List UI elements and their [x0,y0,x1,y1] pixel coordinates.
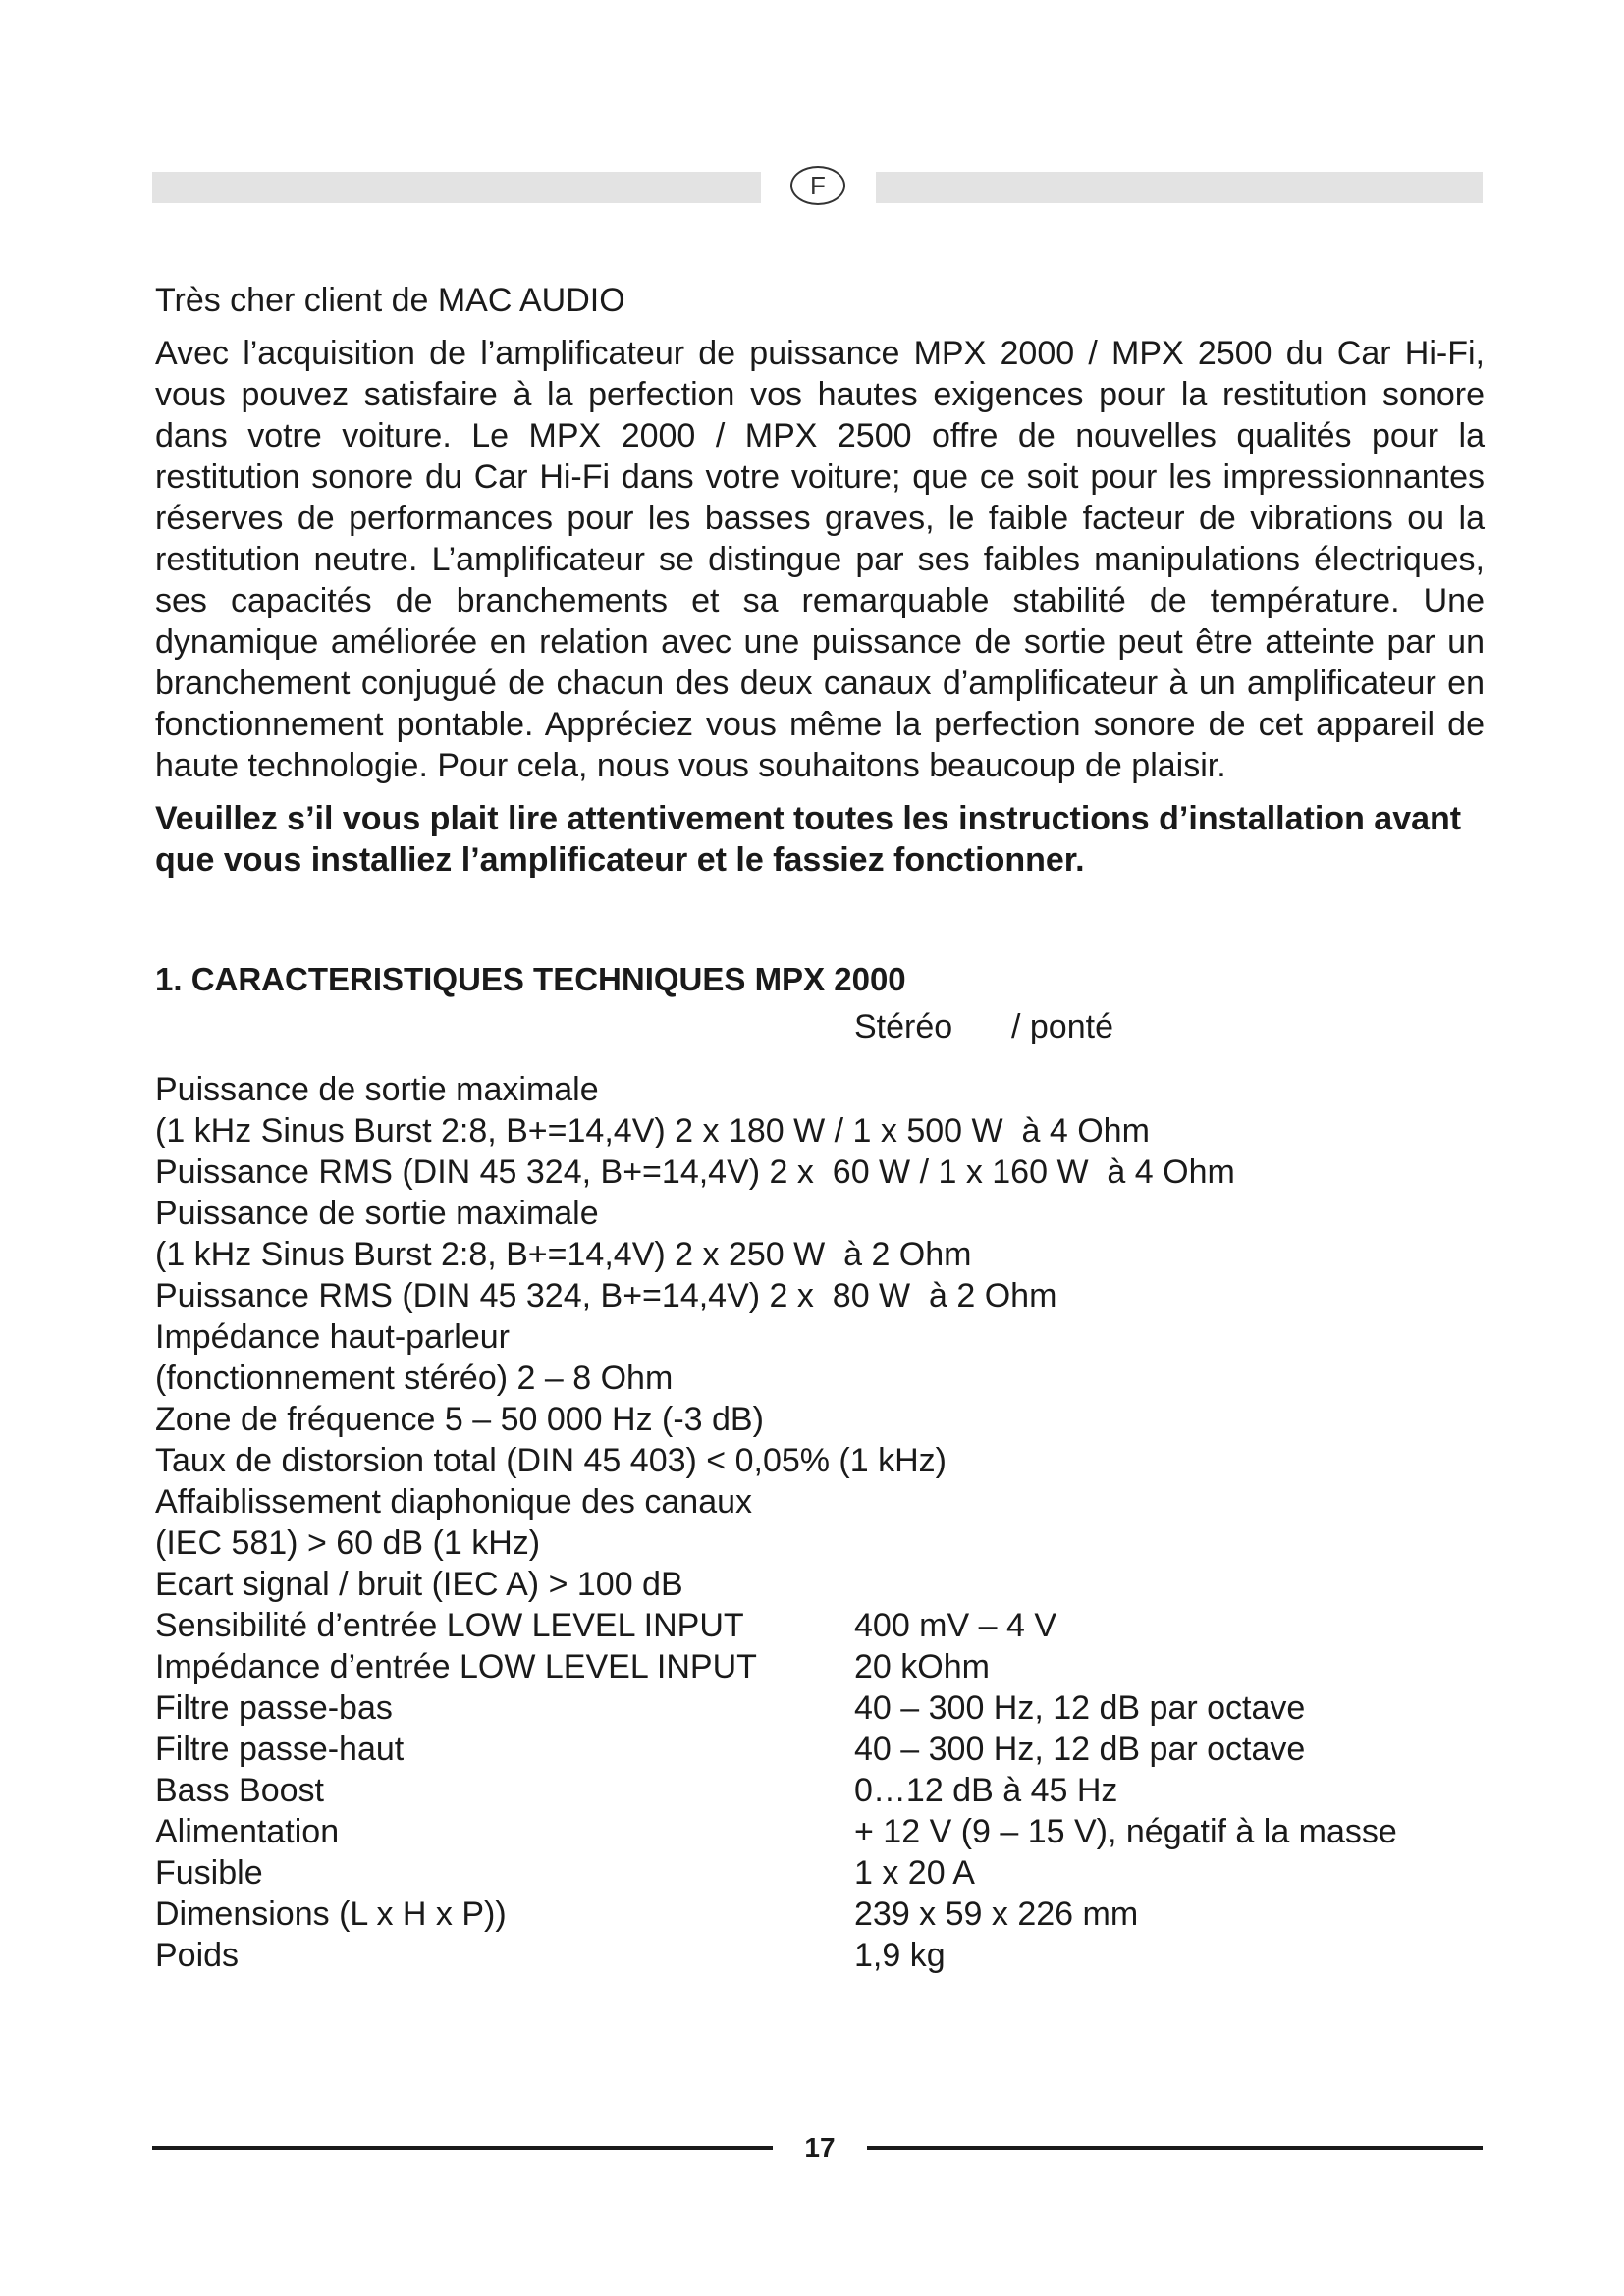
spec-row [155,1646,1485,1687]
spec-row [155,1894,1485,1935]
spec-column-headers [155,1006,1485,1047]
page-content [155,280,1485,1976]
spec-row [155,1729,1485,1770]
spec-line: (IEC 581) > 60 dB (1 kHz) [155,1524,541,1562]
spec-line: Ecart signal / bruit (IEC A) > 100 dB [155,1566,683,1603]
section-title: 1. CARACTERISTIQUES TECHNIQUES MPX 2000 [155,961,906,997]
spec-row [155,1852,1485,1894]
footer-rule-right [867,2146,1483,2150]
spec-row [155,1935,1485,1976]
spec-row [155,1605,1485,1646]
spec-line: Puissance de sortie maximale [155,1195,599,1232]
spec-value: 40 – 300 Hz, 12 dB par octave [854,1731,1306,1768]
spec-line: Taux de distorsion total (DIN 45 403) < 0,05% (1 kHz) [155,1442,947,1479]
spec-line: Affaiblissement diaphonique des canaux [155,1483,753,1521]
column-header-bridged: / ponté [1011,1008,1113,1045]
spec-value: + 12 V (9 – 15 V), négatif à la masse [854,1813,1397,1850]
spec-line: Zone de fréquence 5 – 50 000 Hz (-3 dB) [155,1401,764,1438]
greeting: Très cher client de MAC AUDIO [155,282,625,319]
spec-value: 1 x 20 A [854,1854,975,1892]
spec-label: Filtre passe-haut [155,1731,405,1768]
spec-line: (1 kHz Sinus Burst 2:8, B+=14,4V) 2 x 180 W / 1 x 500 W à 4 Ohm [155,1112,1150,1149]
spec-label: Sensibilité d’entrée LOW LEVEL INPUT [155,1607,744,1644]
spec-value: 400 mV – 4 V [854,1607,1057,1644]
spec-line: Puissance RMS (DIN 45 324, B+=14,4V) 2 x 80 W à 2 Ohm [155,1277,1057,1314]
spec-label: Fusible [155,1854,263,1892]
spec-label: Bass Boost [155,1772,324,1809]
header-rule-right [876,172,1483,203]
spec-line: (1 kHz Sinus Burst 2:8, B+=14,4V) 2 x 250 W à 2 Ohm [155,1236,972,1273]
page-number: 17 [804,2132,836,2163]
spec-label: Poids [155,1937,240,1974]
page-footer [152,2128,1483,2167]
spec-value: 40 – 300 Hz, 12 dB par octave [854,1689,1306,1727]
installation-notice: Veuillez s’il vous plait lire attentivement toutes les instructions d’installation avant que vous installiez l’amplificateur et le fassiez fonctionner. [155,800,1462,879]
header-rule-left [152,172,761,203]
spec-line: Impédance haut-parleur [155,1318,511,1356]
intro-paragraph: Avec l’acquisition de l’amplificateur de puissance MPX 2000 / MPX 2500 du Car Hi-Fi, vous pouvez satisfaire à la perfection vos hautes exigences pour la restitution sonore dans votre voiture. Le MPX 2000 / MPX 2500 offre de nouvelles qualités pour la restitution sonore du Car Hi-Fi dans votre voiture; que ce soit pour les impressionnantes réserves de performances pour les basses graves, le faible facteur de vibrations ou la restitution neutre. L’amplificateur se distingue par ses faibles manipulations électriques, ses capacités de branchements et sa remarquable stabilité de température. Une dynamique améliorée en relation avec une puissance de sortie peut être atteinte par un branchement conjugué de chacun des deux canaux d’amplificateur à un amplificateur en fonctionnement pontable. Appréciez vous même la perfection sonore de cet appareil de haute technologie. Pour cela, nous vous souhaitons beaucoup de plaisir. [155,335,1485,784]
spec-value: 20 kOhm [854,1648,990,1685]
spec-label: Alimentation [155,1813,340,1850]
spec-label: Dimensions (L x H x P)) [155,1896,507,1933]
language-header-bar [152,172,1483,203]
spec-value: 239 x 59 x 226 mm [854,1896,1139,1933]
spec-row [155,1687,1485,1729]
footer-rule-left [152,2146,773,2150]
spec-line: Puissance RMS (DIN 45 324, B+=14,4V) 2 x 60 W / 1 x 160 W à 4 Ohm [155,1153,1235,1191]
spec-row [155,1811,1485,1852]
spec-line: Puissance de sortie maximale [155,1071,599,1108]
spec-label: Impédance d’entrée LOW LEVEL INPUT [155,1648,757,1685]
column-header-stereo: Stéréo [854,1008,953,1045]
language-badge: F [790,166,845,205]
spec-label: Filtre passe-bas [155,1689,393,1727]
spec-list [155,1069,1485,1976]
spec-value: 0…12 dB à 45 Hz [854,1772,1118,1809]
spec-value: 1,9 kg [854,1937,946,1974]
spec-row [155,1770,1485,1811]
spec-line: (fonctionnement stéréo) 2 – 8 Ohm [155,1360,674,1397]
